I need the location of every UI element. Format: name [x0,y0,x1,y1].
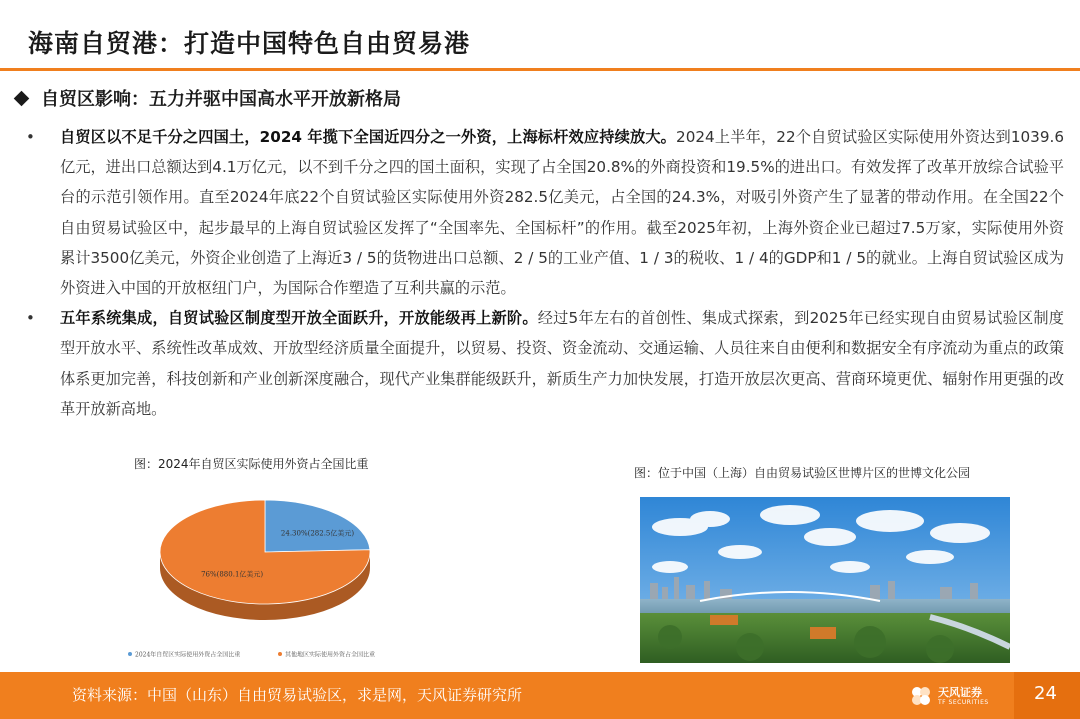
title-divider [0,68,1080,71]
legend-label: 其他地区实际使用外资占全国比重 [285,651,376,659]
pie-chart-svg [110,480,440,670]
page-title: 海南自贸港：打造中国特色自由贸易港 [28,29,471,58]
footer-bar [0,672,1080,719]
photo-caption: 图：位于中国（上海）自由贸易试验区世博片区的世博文化公园 [634,466,971,480]
page-number: 24 [1034,683,1057,704]
legend-marker [128,652,132,656]
tf-securities-logo [908,680,1000,712]
bullet-body: 2024上半年，22个自贸试验区实际使用外资达到1039.6亿元，进出口总额达到4.1万亿元，以不到千分之四的国土面积，实现了占全国20.8%的外商投资和19.5%的进出口。有效发挥了改革开放综合试验平台的示范引领作用。直至2024年底22个自贸试验区实际使用外资282.5亿美元，占全国的24.3%，对吸引外资产生了显著的带动作用。在全国22个自由贸易试验区中，起步最早的上海自贸试验区发挥了“全国率先、全国标杆”的作用。截至2025年初，上海外资企业已超过7.5万家，实际使用外资累计3500亿美元，外资企业创造了上海近3 / 5的货物进出口总额、2 / 5的工业产值、1 / 3的税收、1 / 4的GDP和1 / 5的就业。上海自贸试验区成为外资进入中国的开放枢纽门户，为国际合作塑造了互利共赢的示范。 [60,128,1064,298]
pie-chart [110,480,440,670]
section-heading [12,84,401,112]
bullet-item [24,303,1064,424]
pie-slice [265,500,370,552]
bullet-lead: 自贸区以不足千分之四国土，2024 年揽下全国近四分之一外资，上海标杆效应持续放大。 [60,128,677,146]
chart-caption: 图：2024年自贸区实际使用外资占全国比重 [134,457,369,471]
source-note: 资料来源：中国（山东）自由贸易试验区，求是网，天风证券研究所 [72,686,523,704]
bullet-lead: 五年系统集成，自贸试验区制度型开放全面跃升，开放能级再上新阶。 [60,309,538,328]
bullet-item [24,122,1064,303]
expo-park-image [640,497,1010,663]
expo-park-photo [640,497,1010,663]
bullet-body: 经过5年左右的首创性、集成式探索，到2025年已经实现自由贸易试验区制度型开放水平、系统性改革成效、开放型经济质量全面提升，以贸易、投资、资金流动、交通运输、人员往来自由便利和数据安全有序流动为重点的政策体系更加完善，科技创新和产业创新深度融合，现代产业集群能级跃升，新质生产力加快发展，打造开放层次更高、营商环境更优、辐射作用更强的改革开放新高地。 [60,309,1064,418]
bullet-dot: • [26,309,35,328]
tf-securities-logo-icon [908,683,934,709]
logo-text [938,686,989,707]
legend-marker [278,652,282,656]
logo-name-en: TF SECURITIES [938,698,989,706]
bullet-list [24,122,1064,424]
legend-label: 2024年自贸区实际使用外资占全国比重 [135,651,241,659]
pie-data-label: 76%(880.1亿美元) [201,570,264,579]
section-subtitle: 自贸区影响：五力并驱中国高水平开放新格局 [41,89,401,110]
title-bar [0,0,1080,70]
bullet-dot: • [26,128,35,146]
logo-name-cn: 天风证券 [938,685,982,699]
diamond-bullet-icon [14,90,30,106]
pie-data-label: 24.30%(282.5亿美元) [280,529,355,538]
